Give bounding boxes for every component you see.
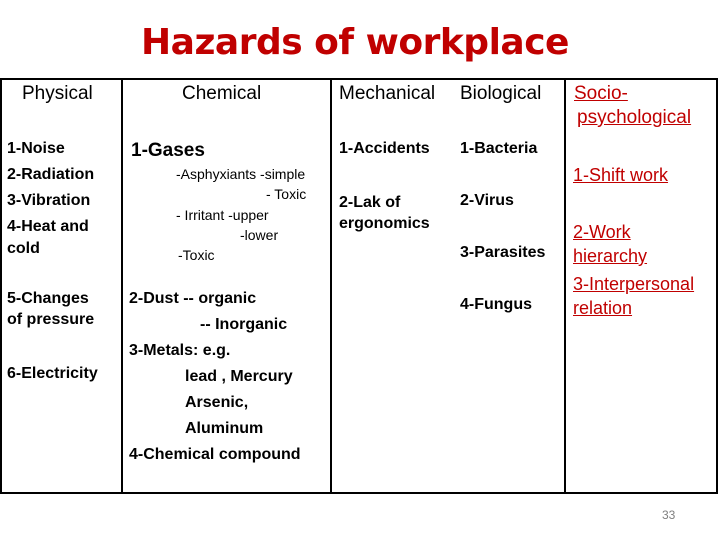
mechanical-item: ergonomics <box>339 215 430 232</box>
biological-item: 1-Bacteria <box>460 140 538 157</box>
chemical-item: Arsenic, <box>185 394 249 411</box>
header-physical: Physical <box>22 83 93 104</box>
socio-item: 3-Interpersonal <box>573 274 695 294</box>
header-socio-line2: psychological <box>577 107 692 128</box>
page-number: 33 <box>662 508 676 522</box>
chemical-item: Aluminum <box>185 420 264 437</box>
page-title: Hazards of workplace <box>141 22 569 63</box>
header-socio-line1: Socio- <box>574 83 628 104</box>
gases-subitem: -Toxic <box>178 247 215 263</box>
chemical-item: -- Inorganic <box>200 316 288 333</box>
physical-list <box>7 136 94 258</box>
header-chemical: Chemical <box>182 83 262 104</box>
header-biological: Biological <box>460 83 542 104</box>
gases-subitem: -Asphyxiants -simple <box>176 166 306 182</box>
socio-item: 2-Work <box>573 222 631 242</box>
physical-item: 1-Noise <box>7 140 65 157</box>
biological-item: 3-Parasites <box>460 244 546 261</box>
chemical-item: lead , Mercury <box>185 368 293 385</box>
physical-list <box>7 288 94 330</box>
biological-item: 2-Virus <box>460 192 514 209</box>
header-mechanical: Mechanical <box>339 83 436 104</box>
socio-item: relation <box>573 298 633 318</box>
physical-item: 3-Vibration <box>7 192 91 209</box>
socio-item: 1-Shift work <box>573 165 669 185</box>
physical-item: of pressure <box>7 311 95 328</box>
chemical-item: 3-Metals: e.g. <box>129 342 231 359</box>
column-divider <box>564 78 566 494</box>
mechanical-list <box>339 192 430 234</box>
chemical-item: 4-Chemical compound <box>129 446 301 463</box>
gases-subitem: -lower <box>240 227 279 243</box>
physical-item: cold <box>7 240 40 257</box>
physical-item: 5-Changes <box>7 290 89 307</box>
socio-item: hierarchy <box>573 246 648 266</box>
physical-item: 6-Electricity <box>7 365 98 382</box>
column-divider <box>121 78 123 494</box>
biological-item: 4-Fungus <box>460 296 532 313</box>
chemical-item: 2-Dust -- organic <box>129 290 257 307</box>
chemical-gases: 1-Gases <box>131 140 205 161</box>
mechanical-item: 1-Accidents <box>339 140 430 157</box>
physical-item: 2-Radiation <box>7 166 95 183</box>
gases-subitem: - Irritant -upper <box>176 207 269 223</box>
physical-item: 4-Heat and <box>7 218 89 235</box>
column-divider <box>330 78 332 494</box>
mechanical-item: 2-Lak of <box>339 194 401 211</box>
gases-subitem: - Toxic <box>266 186 307 202</box>
